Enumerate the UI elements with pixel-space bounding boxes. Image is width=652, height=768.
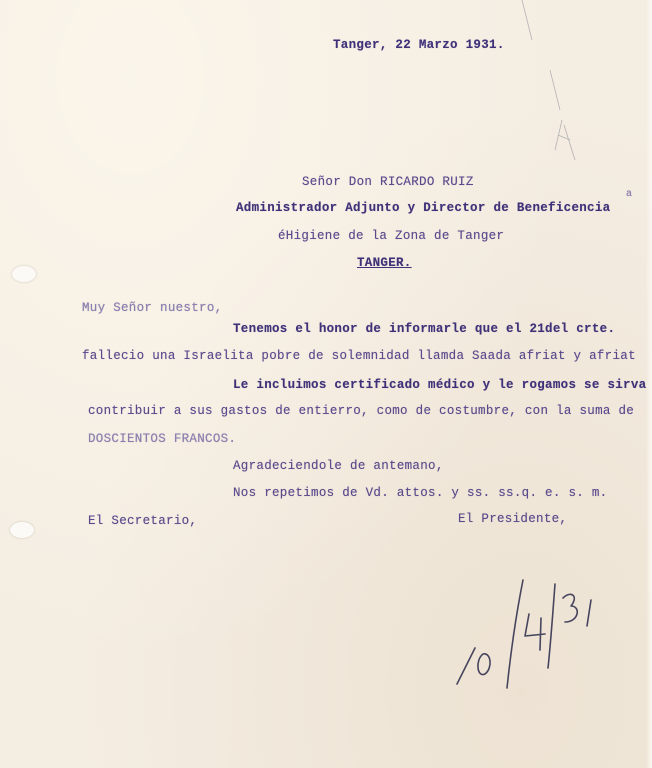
addressee-title-line-1: Administrador Adjunto y Director de Beneficencia bbox=[236, 201, 611, 215]
president-label: El Presidente, bbox=[458, 512, 568, 526]
body-line-1: Tenemos el honor de informarle que el 21del crte. bbox=[233, 322, 616, 336]
addressee-name: Señor Don RICARDO RUIZ bbox=[302, 175, 474, 189]
addressee-margin-mark: a bbox=[626, 189, 633, 200]
addressee-city: TANGER. bbox=[357, 256, 412, 270]
date-line: Tanger, 22 Marzo 1931. bbox=[333, 38, 505, 52]
secretary-label: El Secretario, bbox=[88, 514, 198, 528]
salutation: Muy Señor nuestro, bbox=[82, 301, 223, 315]
body-line-5: DOSCIENTOS FRANCOS. bbox=[88, 432, 237, 446]
pencil-scratch-mark bbox=[520, 0, 580, 170]
closing-line-1: Agradeciendole de antemano, bbox=[233, 459, 444, 473]
body-line-3: Le incluimos certificado médico y le rogamos se sirva bbox=[233, 378, 647, 392]
punch-hole-top bbox=[12, 266, 36, 282]
handwritten-date-signature bbox=[445, 570, 615, 700]
body-line-4: contribuir a sus gastos de entierro, como de costumbre, con la suma de bbox=[88, 404, 635, 418]
body-line-2: fallecio una Israelita pobre de solemnidad llamda Saada afriat y afriat bbox=[82, 349, 636, 363]
addressee-title-line-2: éHigiene de la Zona de Tanger bbox=[278, 229, 505, 243]
closing-line-2: Nos repetimos de Vd. attos. y ss. ss.q. e. s. m. bbox=[233, 486, 608, 500]
punch-hole-bottom bbox=[10, 522, 34, 538]
paper-edge bbox=[646, 0, 652, 768]
